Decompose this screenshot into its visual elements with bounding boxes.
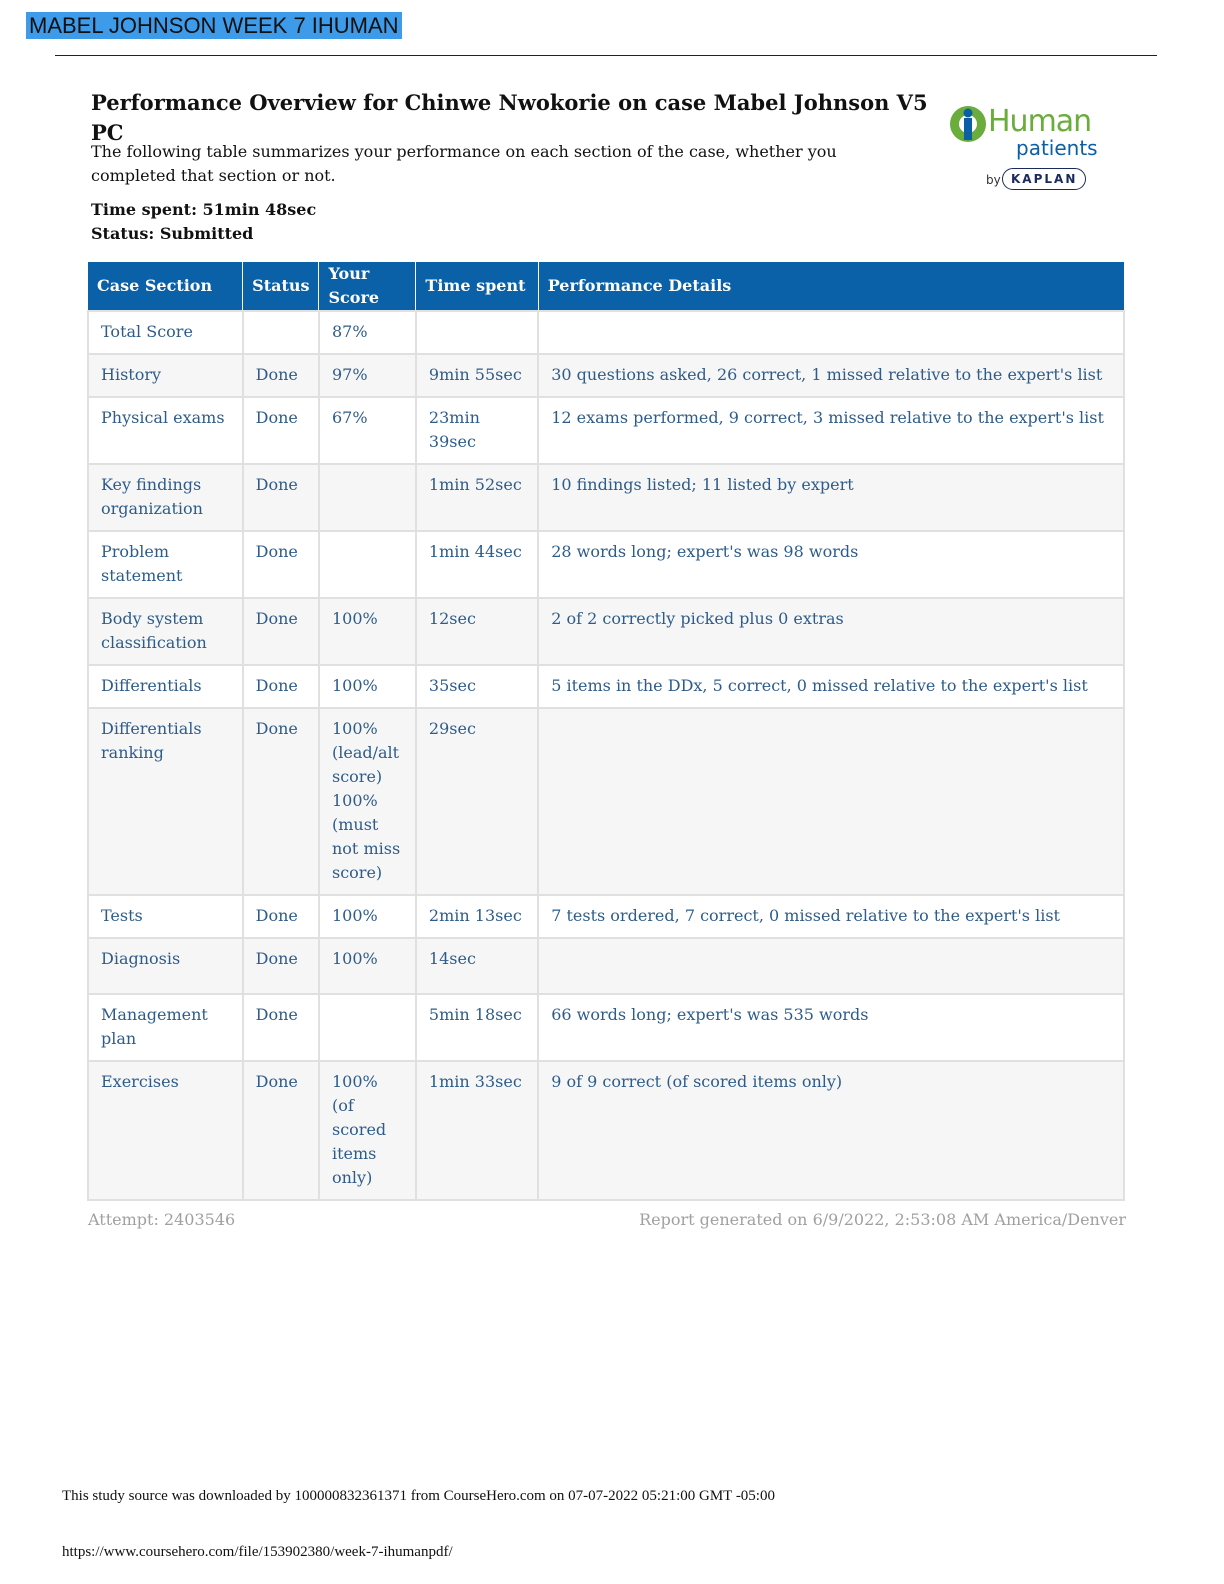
table-row — [88, 464, 1124, 531]
table-row — [88, 1061, 1124, 1200]
time-cell — [416, 311, 538, 354]
download-source-note: This study source was downloaded by 100000832361371 from CourseHero.com on 07-07-2022 05:21:00 GMT -05:00 — [62, 1488, 775, 1504]
status-cell: Done — [243, 354, 319, 397]
table-row — [88, 994, 1124, 1061]
time-cell: 5min 18sec — [416, 994, 538, 1061]
status-cell: Done — [243, 665, 319, 708]
status-cell: Done — [243, 464, 319, 531]
time-cell: 23min 39sec — [416, 397, 538, 464]
case-section-cell: History — [88, 354, 243, 397]
time-cell: 1min 52sec — [416, 464, 538, 531]
header-status: Status — [243, 262, 319, 311]
score-cell: 100% (of scored items only) — [319, 1061, 416, 1200]
score-cell: 67% — [319, 397, 416, 464]
case-section-cell: Diagnosis — [88, 938, 243, 994]
table-row — [88, 531, 1124, 598]
case-section-cell: Tests — [88, 895, 243, 938]
logo-human-text: Human — [988, 104, 1092, 139]
table-row — [88, 665, 1124, 708]
time-cell: 1min 44sec — [416, 531, 538, 598]
status-cell — [243, 311, 319, 354]
time-cell: 9min 55sec — [416, 354, 538, 397]
report-generated-timestamp: Report generated on 6/9/2022, 2:53:08 AM America/Denver — [639, 1210, 1126, 1229]
details-cell: 66 words long; expert's was 535 words — [538, 994, 1124, 1061]
source-url: https://www.coursehero.com/file/153902380/week-7-ihumanpdf/ — [62, 1544, 453, 1560]
table-row — [88, 895, 1124, 938]
intro-paragraph: The following table summarizes your performance on each section of the case, whether you completed that section or not. — [91, 142, 837, 185]
details-cell: 5 items in the DDx, 5 correct, 0 missed relative to the expert's list — [538, 665, 1124, 708]
time-spent-summary: Time spent: 51min 48sec — [91, 200, 317, 219]
table-row — [88, 938, 1124, 994]
header-time-spent: Time spent — [416, 262, 538, 311]
score-cell: 97% — [319, 354, 416, 397]
logo-by-text: by — [986, 173, 1001, 187]
case-section-cell: Management plan — [88, 994, 243, 1061]
score-cell: 100% — [319, 665, 416, 708]
status-cell: Done — [243, 531, 319, 598]
details-cell: 9 of 9 correct (of scored items only) — [538, 1061, 1124, 1200]
score-cell: 87% — [319, 311, 416, 354]
status-cell: Done — [243, 938, 319, 994]
score-cell — [319, 994, 416, 1061]
details-cell: 2 of 2 correctly picked plus 0 extras — [538, 598, 1124, 665]
time-cell: 12sec — [416, 598, 538, 665]
details-cell — [538, 938, 1124, 994]
header-divider — [55, 55, 1157, 56]
status-cell: Done — [243, 708, 319, 895]
details-cell: 10 findings listed; 11 listed by expert — [538, 464, 1124, 531]
status-cell: Done — [243, 598, 319, 665]
case-section-cell: Exercises — [88, 1061, 243, 1200]
logo-kaplan-text: KAPLAN — [1002, 168, 1086, 190]
details-cell: 30 questions asked, 26 correct, 1 missed relative to the expert's list — [538, 354, 1124, 397]
ihuman-logo — [944, 100, 1114, 196]
time-cell: 29sec — [416, 708, 538, 895]
details-cell: 12 exams performed, 9 correct, 3 missed relative to the expert's list — [538, 397, 1124, 464]
case-section-cell: Differentials — [88, 665, 243, 708]
time-cell: 2min 13sec — [416, 895, 538, 938]
status-summary: Status: Submitted — [91, 224, 254, 243]
header-your-score: Your Score — [319, 262, 416, 311]
logo-patients-text: patients — [1016, 136, 1098, 160]
score-cell: 100% — [319, 598, 416, 665]
case-section-cell: Physical exams — [88, 397, 243, 464]
details-cell — [538, 311, 1124, 354]
performance-table — [87, 262, 1125, 1201]
table-header-row — [88, 262, 1124, 311]
page-title: Performance Overview for Chinwe Nwokorie on case Mabel Johnson V5 PC — [91, 90, 928, 145]
case-section-cell: Body system classification — [88, 598, 243, 665]
attempt-id: Attempt: 2403546 — [88, 1210, 236, 1229]
score-cell: 100% (lead/alt score) 100% (must not miss score) — [319, 708, 416, 895]
table-row — [88, 354, 1124, 397]
header-case-section: Case Section — [88, 262, 243, 311]
status-cell: Done — [243, 1061, 319, 1200]
score-cell: 100% — [319, 938, 416, 994]
ihuman-logo-mark-icon — [948, 104, 988, 144]
case-section-cell: Problem statement — [88, 531, 243, 598]
details-cell: 7 tests ordered, 7 correct, 0 missed relative to the expert's list — [538, 895, 1124, 938]
case-section-cell: Differentials ranking — [88, 708, 243, 895]
case-section-cell: Key findings organization — [88, 464, 243, 531]
score-cell — [319, 464, 416, 531]
table-row — [88, 311, 1124, 354]
document-banner: MABEL JOHNSON WEEK 7 IHUMAN — [26, 12, 402, 39]
details-cell — [538, 708, 1124, 895]
summary-block — [91, 198, 316, 246]
status-cell: Done — [243, 397, 319, 464]
status-cell: Done — [243, 895, 319, 938]
details-cell: 28 words long; expert's was 98 words — [538, 531, 1124, 598]
case-section-cell: Total Score — [88, 311, 243, 354]
table-row — [88, 598, 1124, 665]
time-cell: 14sec — [416, 938, 538, 994]
status-cell: Done — [243, 994, 319, 1061]
header-performance-details: Performance Details — [538, 262, 1124, 311]
time-cell: 35sec — [416, 665, 538, 708]
score-cell: 100% — [319, 895, 416, 938]
table-row — [88, 708, 1124, 895]
time-cell: 1min 33sec — [416, 1061, 538, 1200]
score-cell — [319, 531, 416, 598]
table-row — [88, 397, 1124, 464]
